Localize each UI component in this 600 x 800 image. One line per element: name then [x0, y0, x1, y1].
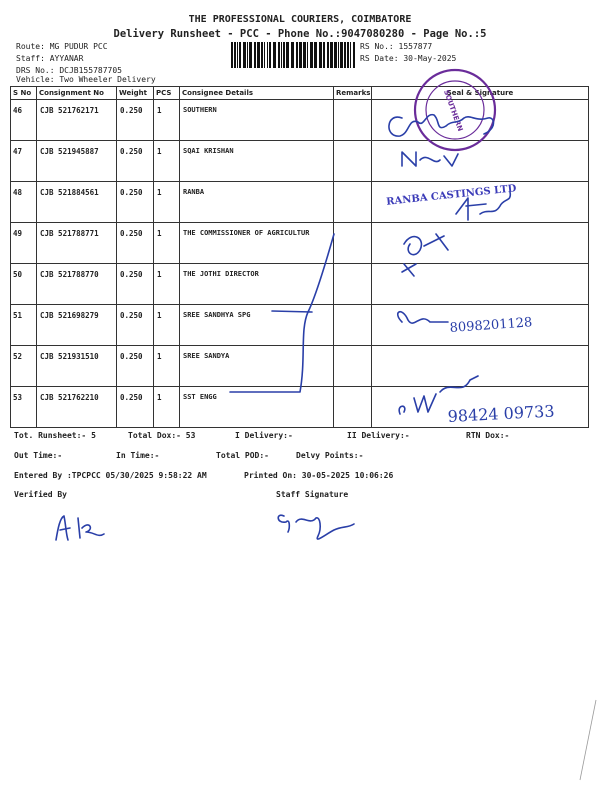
cell-remarks — [334, 100, 372, 141]
barcode-bar — [319, 42, 322, 68]
table-row — [11, 100, 589, 141]
barcode-bar — [281, 42, 282, 68]
col-weight: Weight — [117, 87, 154, 100]
cell-consignee: THE JOTHI DIRECTOR — [180, 264, 334, 305]
barcode-bar — [234, 42, 236, 68]
table-row — [11, 264, 589, 305]
cell-consignee: SREE SANDYA — [180, 346, 334, 387]
barcode-bar — [347, 42, 349, 68]
barcode-bar — [243, 42, 246, 68]
col-sno: S No — [11, 87, 37, 100]
cell-weight: 0.250 — [117, 387, 154, 428]
staff-label: Staff: AYYANAR — [16, 54, 84, 63]
cell-weight: 0.250 — [117, 182, 154, 223]
barcode-bar — [237, 42, 238, 68]
verified-by-label: Verified By — [14, 490, 67, 499]
cell-sno: 51 — [11, 305, 37, 346]
cell-weight: 0.250 — [117, 346, 154, 387]
cell-consignment: CJB 521788770 — [37, 264, 117, 305]
barcode-bar — [334, 42, 337, 68]
barcode-bar — [257, 42, 260, 68]
barcode-bar — [330, 42, 333, 68]
barcode-bar — [353, 42, 355, 68]
cell-pcs: 1 — [154, 264, 180, 305]
cell-consignment: CJB 521788771 — [37, 223, 117, 264]
barcode-bar — [310, 42, 313, 68]
ranba-stamp: RANBA CASTINGS LTD — [385, 183, 517, 208]
barcode-bar — [283, 42, 285, 68]
cell-consignee: SST ENGG — [180, 387, 334, 428]
table-row — [11, 141, 589, 182]
cell-pcs: 1 — [154, 141, 180, 182]
cell-weight: 0.250 — [117, 223, 154, 264]
col-remarks: Remarks — [334, 87, 372, 100]
cell-consignment: CJB 521762171 — [37, 100, 117, 141]
cell-weight: 0.250 — [117, 141, 154, 182]
cell-remarks — [334, 141, 372, 182]
table-header-row — [11, 87, 589, 100]
company-title: THE PROFESSIONAL COURIERS, COIMBATORE — [188, 14, 412, 25]
barcode-bar — [278, 42, 280, 68]
runsheet-table — [10, 86, 589, 428]
rs-no-label: RS No.: 1557877 — [360, 42, 433, 51]
seal-text: SOUTHERN — [441, 88, 465, 133]
barcode-bar — [267, 42, 268, 68]
cell-consignee: SREE SANDHYA SPG — [180, 305, 334, 346]
verified-signature — [56, 516, 104, 540]
runsheet-subtitle: Delivery Runsheet - PCC - Phone No.:9047080280 - Page No.:5 — [113, 28, 487, 40]
cell-consignee: RANBA — [180, 182, 334, 223]
barcode-bar — [299, 42, 302, 68]
drs-label: DRS No.: DCJB155787705 — [16, 66, 122, 75]
barcode-bar — [314, 42, 317, 68]
barcode — [230, 42, 356, 68]
page-fold-line — [580, 700, 596, 780]
table-row — [11, 387, 589, 428]
cell-consignment: CJB 521945887 — [37, 141, 117, 182]
cell-sno: 52 — [11, 346, 37, 387]
cell-remarks — [334, 346, 372, 387]
tot-runsheet: Tot. Runsheet:- 5 — [14, 431, 96, 440]
barcode-bar — [247, 42, 248, 68]
cell-signature — [372, 100, 589, 141]
barcode-bar — [273, 42, 276, 68]
barcode-bar — [350, 42, 351, 68]
table-row — [11, 223, 589, 264]
rs-date-label: RS Date: 30-May-2025 — [360, 54, 457, 63]
barcode-bar — [344, 42, 346, 68]
out-time: Out Time:- — [14, 451, 63, 460]
cell-remarks — [334, 182, 372, 223]
barcode-bar — [239, 42, 241, 68]
cell-weight: 0.250 — [117, 264, 154, 305]
staff-signature-label: Staff Signature — [276, 490, 349, 499]
barcode-bar — [323, 42, 325, 68]
cell-consignee: SOUTHERN — [180, 100, 334, 141]
cell-signature — [372, 141, 589, 182]
col-pcs: PCS — [154, 87, 180, 100]
staff-signature — [278, 515, 354, 539]
barcode-bar — [286, 42, 289, 68]
col-consignee: Consignee Details — [180, 87, 334, 100]
cell-remarks — [334, 305, 372, 346]
barcode-bar — [249, 42, 252, 68]
cell-pcs: 1 — [154, 346, 180, 387]
cell-sno: 48 — [11, 182, 37, 223]
cell-consignment: CJB 521698279 — [37, 305, 117, 346]
vehicle-label: Vehicle: Two Wheeler Delivery — [16, 75, 156, 84]
cell-sno: 53 — [11, 387, 37, 428]
total-dox: Total Dox:- 53 — [128, 431, 196, 440]
ii-delivery: II Delivery:- — [347, 431, 410, 440]
cell-pcs: 1 — [154, 182, 180, 223]
cell-pcs: 1 — [154, 100, 180, 141]
cell-sno: 47 — [11, 141, 37, 182]
barcode-bar — [269, 42, 271, 68]
total-pod: Total POD:- — [216, 451, 269, 460]
cell-remarks — [334, 223, 372, 264]
cell-signature — [372, 305, 589, 346]
cell-pcs: 1 — [154, 223, 180, 264]
cell-signature — [372, 223, 589, 264]
cell-sno: 46 — [11, 100, 37, 141]
cell-sno: 50 — [11, 264, 37, 305]
phone-row51: 8098201128 — [449, 315, 533, 336]
rtn-dox: RTN Dox:- — [466, 431, 510, 440]
entered-by: Entered By :TPCPCC 05/30/2025 9:58:22 AM — [14, 471, 207, 480]
table-row — [11, 305, 589, 346]
cell-consignment: CJB 521762210 — [37, 387, 117, 428]
cell-consignment: CJB 521931510 — [37, 346, 117, 387]
cell-consignee: SQAI KRISHAN — [180, 141, 334, 182]
cell-signature — [372, 346, 589, 387]
barcode-bar — [264, 42, 265, 68]
barcode-bar — [307, 42, 308, 68]
cell-signature — [372, 387, 589, 428]
cell-signature — [372, 264, 589, 305]
barcode-bar — [340, 42, 343, 68]
cell-weight: 0.250 — [117, 100, 154, 141]
route-label: Route: MG PUDUR PCC — [16, 42, 108, 51]
col-consignment: Consignment No — [37, 87, 117, 100]
table-row — [11, 346, 589, 387]
barcode-bar — [261, 42, 263, 68]
barcode-bar — [327, 42, 329, 68]
phone-row53: 98424 09733 — [447, 401, 555, 426]
delvy-points: Delvy Points:- — [296, 451, 364, 460]
barcode-bar — [231, 42, 233, 68]
barcode-bar — [338, 42, 339, 68]
cell-sno: 49 — [11, 223, 37, 264]
printed-on: Printed On: 30-05-2025 10:06:26 — [244, 471, 394, 480]
barcode-bar — [303, 42, 306, 68]
cell-weight: 0.250 — [117, 305, 154, 346]
cell-remarks — [334, 387, 372, 428]
cell-consignee: THE COMMISSIONER OF AGRICULTUR — [180, 223, 334, 264]
in-time: In Time:- — [116, 451, 160, 460]
cell-pcs: 1 — [154, 305, 180, 346]
barcode-bar — [296, 42, 298, 68]
cell-pcs: 1 — [154, 387, 180, 428]
i-delivery: I Delivery:- — [235, 431, 293, 440]
cell-consignment: CJB 521884561 — [37, 182, 117, 223]
barcode-bar — [254, 42, 256, 68]
col-seal-signature: Seal & Signature — [372, 87, 589, 100]
barcode-bar — [291, 42, 294, 68]
cell-remarks — [334, 264, 372, 305]
